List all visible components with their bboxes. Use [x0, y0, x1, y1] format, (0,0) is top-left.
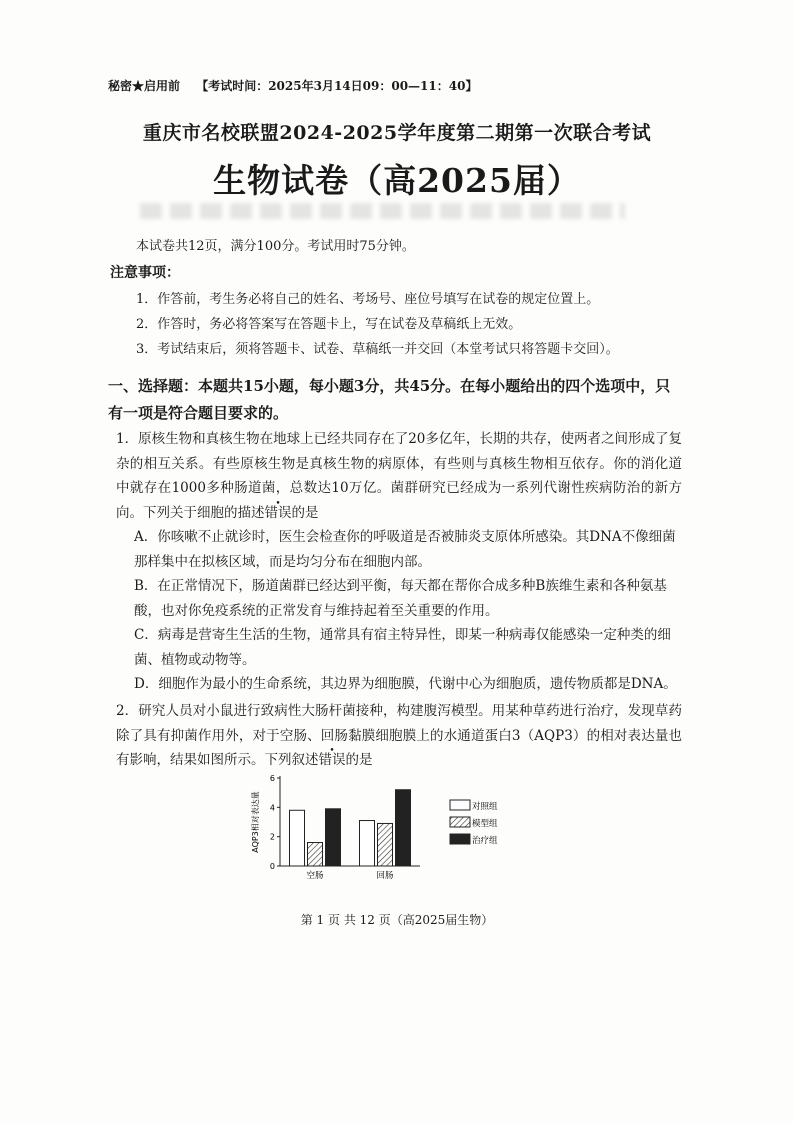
bar [308, 843, 323, 866]
legend-swatch [450, 817, 470, 827]
exam-time: 【考试时间：2025年3月14日09：00—11：40】 [196, 79, 478, 93]
question-1-text: 1．原核生物和真核生物在地球上已经共同存在了20多亿年，长期的共存，使两者之间形成了复杂的相互关系。有些原核生物是真核生物的病原体，有些则与真核生物相互依存。你的消化道中就存在1000多种肠道菌，总数达10万亿。菌群研究已经成为一系列代谢性疾病防治的新方向。下列关于细胞的描述 [116, 431, 682, 521]
secret-label: 秘密★启用前 [108, 79, 181, 93]
question-2-stem [116, 699, 682, 773]
notice-item: 1．作答前，考生务必将自己的姓名、考场号、座位号填写在试卷的规定位置上。 [136, 292, 600, 307]
page-footer: 第 1 页 共 12 页（高2025届生物） [300, 913, 494, 927]
emphasis-word: 错误 [318, 752, 346, 768]
x-category-label: 空肠 [306, 871, 324, 881]
legend-swatch [450, 800, 470, 810]
subject-title: 生物试卷（高2025届） [213, 161, 581, 200]
question-2-tail: 的是 [345, 752, 373, 768]
legend-label: 治疗组 [472, 836, 498, 846]
legend-label: 对照组 [472, 802, 498, 812]
bar [360, 821, 375, 866]
y-tick-label: 4 [269, 803, 275, 813]
bar [378, 823, 393, 866]
exam-title: 重庆市名校联盟2024-2025学年度第二期第一次联合考试 [142, 122, 652, 144]
option-d: D．细胞作为最小的生命系统，其边界为细胞膜，代谢中心为细胞质，遗传物质都是DNA。 [134, 676, 677, 692]
chart-svg [250, 770, 540, 890]
notice-heading: 注意事项： [110, 265, 180, 281]
question-1-stem [116, 427, 682, 525]
blurred-info-band [140, 203, 625, 219]
intro-text: 本试卷共12页，满分100分。考试用时75分钟。 [136, 239, 415, 254]
option-a: A．你咳嗽不止就诊时，医生会检查你的呼吸道是否被肺炎支原体所感染。其DNA不像细菌那样集中在拟核区域，而是均匀分布在细胞内部。 [134, 529, 676, 570]
notice-list [136, 290, 619, 365]
option-b: B．在正常情况下，肠道菌群已经达到平衡，每天都在帮你合成多种B族维生素和各种氨基酸，也对你免疫系统的正常发育与维持起着至关重要的作用。 [134, 578, 667, 619]
y-tick-label: 0 [269, 862, 275, 871]
aqp3-chart [250, 770, 540, 890]
bar [290, 810, 305, 866]
section-heading: 一、选择题：本题共15小题，每小题3分，共45分。在每小题给出的四个选项中，只有一项是符合题目要求的。 [108, 377, 671, 422]
y-axis-label: AQP3相对表达量 [251, 791, 260, 853]
option-c: C．病毒是营寄生生活的生物，通常具有宿主特异性，即某一种病毒仅能感染一定种类的细菌、植物或动物等。 [134, 627, 671, 668]
question-1-tail: 的是 [291, 504, 319, 521]
bar [326, 809, 341, 866]
header-line [108, 77, 489, 94]
x-category-label: 回肠 [376, 871, 394, 881]
notice-item: 3．考试结束后，须将答题卡、试卷、草稿纸一并交回（本堂考试只将答题卡交回）。 [136, 342, 619, 357]
bar [396, 790, 411, 866]
y-tick-label: 6 [269, 774, 275, 783]
question-2-text: 2．研究人员对小鼠进行致病性大肠杆菌接种，构建腹泻模型。用某种草药进行治疗，发现草药除了具有抑菌作用外，对于空肠、回肠黏膜细胞膜上的水通道蛋白3（AQP3）的相对表达量也有影响，结果如图所示。下列叙述 [116, 703, 682, 768]
y-tick-label: 2 [269, 832, 275, 842]
legend-label: 模型组 [472, 819, 498, 829]
notice-item: 2．作答时，务必将答案写在答题卡上，写在试卷及草稿纸上无效。 [136, 317, 522, 332]
emphasis-word: 错误 [264, 504, 292, 521]
legend-swatch [450, 834, 470, 844]
